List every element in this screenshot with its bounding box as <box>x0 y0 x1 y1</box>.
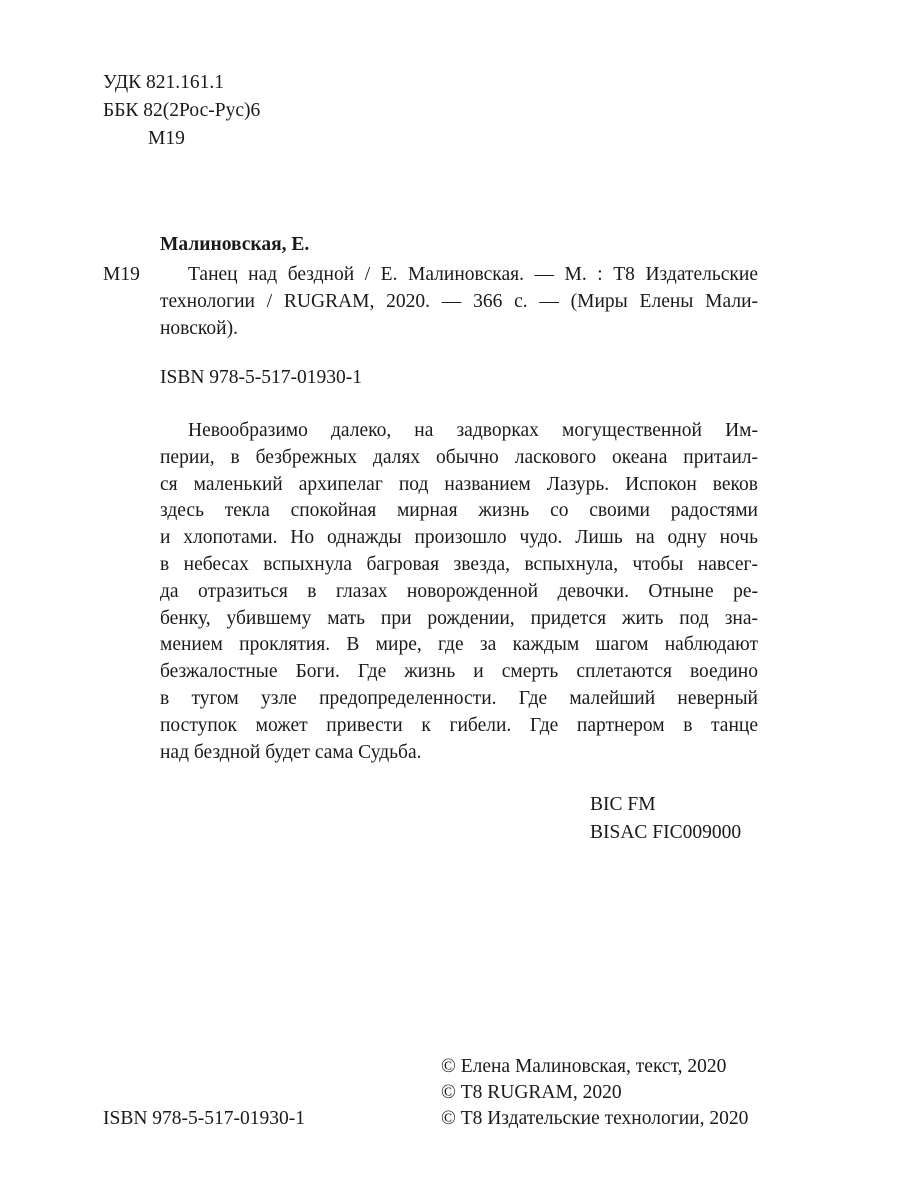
annotation-line: над бездной будет сама Судьба. <box>160 741 422 763</box>
annotation-line: бенку, убившему мать при рождении, придется жить под зна- <box>160 607 758 629</box>
annotation-line: да отразиться в глазах новорожденной девочки. Отныне ре- <box>160 580 758 602</box>
copyright-block <box>441 1054 748 1132</box>
annotation <box>160 418 758 766</box>
annotation-line: безжалостные Боги. Где жизнь и смерть сплетаются воедино <box>160 661 758 683</box>
copyright-line: © Т8 Издательские технологии, 2020 <box>441 1108 749 1129</box>
bbk-code: ББК 82(2Рос-Рус)6 <box>103 100 261 121</box>
bibliographic-line: новской). <box>160 317 238 339</box>
annotation-line: перии, в безбрежных далях обычно ласкового океана притаил- <box>160 446 758 468</box>
annotation-line: ся маленький архипелаг под названием Лазурь. Испокон веков <box>160 473 758 495</box>
bisac-code: BISAC FIC009000 <box>590 822 742 843</box>
copyright-line: © Елена Малиновская, текст, 2020 <box>441 1056 727 1077</box>
annotation-line: мением проклятия. В мире, где за каждым шагом наблюдают <box>160 634 758 656</box>
bibliographic-line: Танец над бездной / Е. Малиновская. — М. : Т8 Издательские <box>188 264 758 285</box>
bibliographic-description <box>160 262 758 342</box>
isbn-record: ISBN 978-5-517-01930-1 <box>160 367 363 388</box>
annotation-line: поступок может привести к гибели. Где партнером в танце <box>160 714 758 736</box>
annotation-line: в небесах вспыхнула багровая звезда, вспыхнула, чтобы навсег- <box>160 553 758 575</box>
annotation-line: здесь текла спокойная мирная жизнь со своими радостями <box>160 500 758 522</box>
annotation-line: Невообразимо далеко, на задворках могущественной Им- <box>188 420 758 441</box>
bic-code: BIC FM <box>590 794 656 815</box>
author-name: Малиновская, Е. <box>160 234 310 255</box>
footer-isbn: ISBN 978-5-517-01930-1 <box>103 1108 306 1129</box>
bibliographic-line: технологии / RUGRAM, 2020. — 366 с. — (Миры Елены Мали- <box>160 290 758 312</box>
bibliographic-mark: М19 <box>103 264 140 285</box>
copyright-line: © Т8 RUGRAM, 2020 <box>441 1082 622 1103</box>
udk-code: УДК 821.161.1 <box>103 72 225 93</box>
annotation-line: и хлопотами. Но однажды произошло чудо. Лишь на одну ночь <box>160 527 758 549</box>
author-mark: М19 <box>148 128 185 149</box>
annotation-line: в тугом узле предопределенности. Где малейший неверный <box>160 687 758 709</box>
